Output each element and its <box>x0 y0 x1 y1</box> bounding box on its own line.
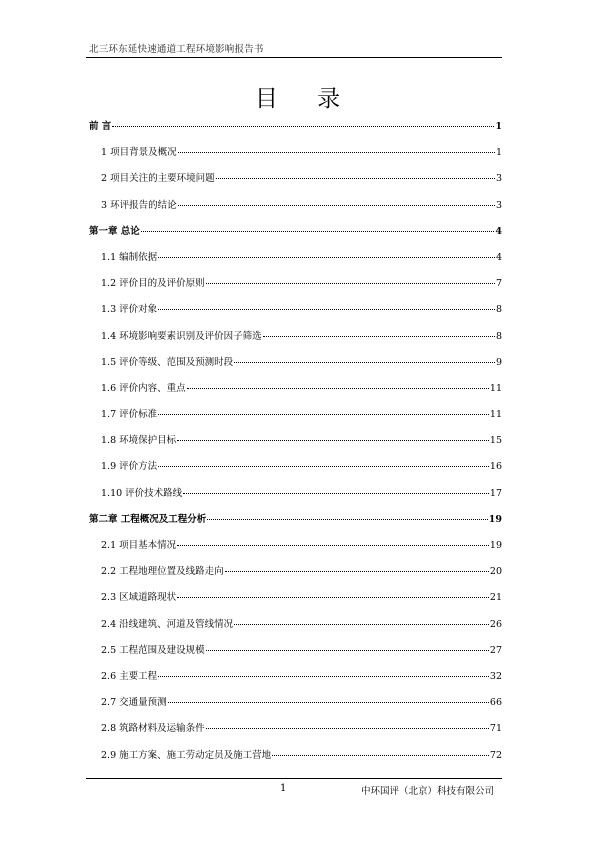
toc-entry-title: 2.3 区域道路现状 <box>101 592 177 604</box>
toc-entry-page: 16 <box>489 461 502 473</box>
toc-entry-page: 32 <box>489 670 502 682</box>
toc-section-entry[interactable] <box>89 428 502 454</box>
toc-entry-title: 1.10 评价技术路线 <box>101 487 183 499</box>
toc-chapter-entry[interactable] <box>89 114 502 140</box>
toc-dot-leader <box>207 519 487 520</box>
toc-section-entry[interactable] <box>89 690 502 716</box>
toc-dot-leader <box>234 362 495 363</box>
toc-dot-leader <box>263 336 495 337</box>
page-number: 1 <box>280 783 287 794</box>
toc-chapter-entry[interactable] <box>89 219 502 245</box>
toc-dot-leader <box>141 231 495 232</box>
toc-entry-page: 20 <box>489 566 502 578</box>
toc-entry-page: 1 <box>495 147 502 159</box>
toc-entry-title: 2 项目关注的主要环境问题 <box>101 173 215 185</box>
toc-section-entry[interactable] <box>89 350 502 376</box>
toc-entry-title: 2.1 项目基本情况 <box>101 540 177 551</box>
toc-entry-page: 7 <box>495 278 502 290</box>
toc-entry-page: 72 <box>489 749 502 761</box>
toc-entry-page: 3 <box>495 173 502 185</box>
toc-entry-title: 1.6 评价内容、重点 <box>101 382 186 394</box>
toc-section-entry[interactable] <box>89 245 502 271</box>
toc-entry-title: 1 项目背景及概况 <box>101 147 177 159</box>
toc-entry-title: 1.9 评价方法 <box>101 461 158 473</box>
toc-entry-page: 66 <box>489 697 502 709</box>
toc-dot-leader <box>206 283 495 284</box>
toc-entry-title: 1.1 编制依据 <box>101 251 158 263</box>
toc-entry-title: 前 言 <box>89 121 112 132</box>
toc-section-entry[interactable] <box>89 638 502 664</box>
toc-section-entry[interactable] <box>89 271 502 297</box>
toc-entry-page: 19 <box>489 540 502 551</box>
toc-dot-leader <box>225 571 489 572</box>
running-header: 北三环东延快速通道工程环境影响报告书 <box>89 44 264 55</box>
toc-entry-title: 1.5 评价等级、范围及预测时段 <box>101 356 234 368</box>
toc-section-entry[interactable] <box>89 402 502 428</box>
toc-entry-page: 26 <box>489 618 502 630</box>
toc-dot-leader <box>178 205 495 206</box>
toc-section-entry[interactable] <box>89 533 502 559</box>
toc-dot-leader <box>177 440 489 441</box>
toc-dot-leader <box>187 388 489 389</box>
toc-dot-leader <box>168 702 489 703</box>
toc-entry-page: 4 <box>495 225 502 237</box>
toc-section-entry[interactable] <box>89 376 502 402</box>
toc-dot-leader <box>177 597 489 598</box>
toc-entry-title: 2.4 沿线建筑、河道及管线情况 <box>101 618 234 630</box>
toc-section-entry[interactable] <box>89 664 502 690</box>
toc-dot-leader <box>158 309 495 310</box>
toc-section-entry[interactable] <box>89 743 502 769</box>
toc-entry-title: 第一章 总论 <box>89 225 140 237</box>
toc-entry-title: 2.8 筑路材料及运输条件 <box>101 723 205 735</box>
toc-entry-title: 1.2 评价目的及评价原则 <box>101 278 205 290</box>
toc-dot-leader <box>183 493 489 494</box>
toc-section-entry[interactable] <box>89 559 502 585</box>
toc-section-entry[interactable] <box>89 454 502 480</box>
toc-entry-page: 9 <box>495 356 502 368</box>
toc-dot-leader <box>216 178 495 179</box>
toc-section-entry[interactable] <box>89 297 502 323</box>
toc-entry-title: 2.5 工程范围及建设规模 <box>101 644 205 656</box>
toc-entry-page: 1 <box>495 121 502 132</box>
toc-dot-leader <box>234 624 489 625</box>
toc-entry-title: 1.7 评价标准 <box>101 409 158 421</box>
toc-entry-page: 8 <box>495 304 502 316</box>
toc-section-entry[interactable] <box>89 716 502 742</box>
toc-entry-page: 27 <box>489 644 502 656</box>
table-of-contents <box>89 114 502 769</box>
toc-chapter-entry[interactable] <box>89 507 502 533</box>
toc-section-entry[interactable] <box>89 166 502 192</box>
toc-entry-page: 4 <box>495 251 502 263</box>
toc-entry-title: 2.9 施工方案、施工劳动定员及施工营地 <box>101 749 272 761</box>
toc-section-entry[interactable] <box>89 193 502 219</box>
toc-dot-leader <box>158 257 495 258</box>
toc-entry-title: 2.6 主要工程 <box>101 670 158 682</box>
toc-dot-leader <box>158 676 489 677</box>
toc-entry-page: 11 <box>489 409 502 421</box>
toc-dot-leader <box>206 650 489 651</box>
toc-section-entry[interactable] <box>89 612 502 638</box>
toc-section-entry[interactable] <box>89 481 502 507</box>
toc-section-entry[interactable] <box>89 140 502 166</box>
toc-entry-title: 1.8 环境保护目标 <box>101 435 177 447</box>
footer-divider <box>86 778 502 779</box>
toc-section-entry[interactable] <box>89 585 502 611</box>
toc-entry-page: 11 <box>489 382 502 394</box>
toc-entry-title: 3 环评报告的结论 <box>101 199 177 211</box>
toc-entry-title: 1.3 评价对象 <box>101 304 158 316</box>
toc-entry-title: 2.2 工程地理位置及线路走向 <box>101 566 224 578</box>
toc-entry-page: 17 <box>489 487 502 499</box>
toc-dot-leader <box>158 466 489 467</box>
toc-entry-title: 1.4 环境影响要素识别及评价因子筛选 <box>101 330 262 342</box>
toc-entry-page: 15 <box>489 435 502 447</box>
toc-dot-leader <box>158 414 489 415</box>
toc-section-entry[interactable] <box>89 324 502 350</box>
toc-entry-page: 21 <box>489 592 502 604</box>
page-title: 目 录 <box>254 86 357 112</box>
toc-dot-leader <box>178 152 495 153</box>
header-divider <box>86 57 502 58</box>
toc-dot-leader <box>272 755 489 756</box>
toc-dot-leader <box>206 728 489 729</box>
toc-entry-page: 8 <box>495 330 502 342</box>
toc-entry-title: 2.7 交通量预测 <box>101 697 167 709</box>
toc-dot-leader <box>177 545 489 546</box>
toc-entry-page: 71 <box>489 723 502 735</box>
footer-company: 中环国评（北京）科技有限公司 <box>360 786 494 797</box>
toc-entry-title: 第二章 工程概况及工程分析 <box>89 513 207 525</box>
toc-dot-leader <box>112 126 494 127</box>
toc-entry-page: 19 <box>488 513 502 525</box>
toc-entry-page: 3 <box>495 199 502 211</box>
